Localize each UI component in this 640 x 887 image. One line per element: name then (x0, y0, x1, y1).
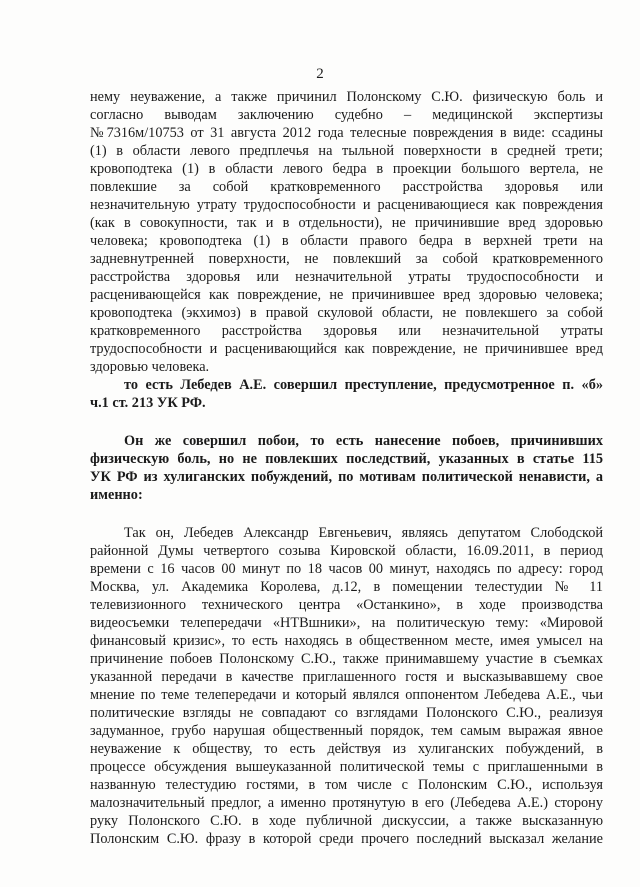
text-line: задуманное, грубо нарушая общественный порядок, тем самым выражая явное (90, 723, 603, 739)
text-line: нему неуважение, а также причинил Полонскому С.Ю. физическую боль и (90, 89, 603, 105)
text-line: указанной передачи в качестве приглашенного гостя и высказывавшему свое (90, 669, 603, 685)
document-body (90, 88, 603, 848)
spacer (90, 504, 603, 524)
paragraph-incident (90, 524, 603, 848)
text-line: процессе обсуждения вышеуказанной политической темы с приглашенными в (90, 759, 603, 775)
paragraph-conclusion (90, 376, 603, 412)
text-line: (как в совокупности, так и в отдельности), не причинившие вред здоровью (90, 215, 603, 231)
text-line: причинение побоев Полонскому С.Ю., также принимавшему участие в съемках (90, 651, 603, 667)
text-line: времени с 16 часов 00 минут по 18 часов 00 минут, находясь по адресу: город (90, 561, 603, 577)
text-line: названную телестудию гостями, в том числе с Полонским С.Ю., используя (90, 777, 603, 793)
text-line: кровоподтека (1) в области левого бедра в проекции большого вертела, не (90, 161, 603, 177)
text-line: то есть Лебедев А.Е. совершил преступление, предусмотренное п. «б» (124, 377, 603, 393)
section-heading (90, 432, 603, 504)
text-line: физическую боль, но не повлекших последствий, указанных в статье 115 (90, 451, 603, 467)
text-line: Так он, Лебедев Александр Евгеньевич, являясь депутатом Слободской (124, 525, 603, 541)
text-line: политические взгляды не совпадают со взглядами Полонского С.Ю., реализуя (90, 705, 603, 721)
text-line: повлекшие за собой кратковременного расстройства здоровья или (90, 179, 603, 195)
text-line: телевизионного технического центра «Останкино», в ходе производства (90, 597, 603, 613)
text-line: финансовый кризис», то есть находясь в общественном месте, имея умысел на (90, 633, 603, 649)
text-line: №7316м/10753 от 31 августа 2012 года телесные повреждения в виде: ссадины (90, 125, 603, 141)
text-line: Он же совершил побои, то есть нанесение побоев, причинивших (124, 433, 603, 449)
text-line: согласно выводам заключению судебно – медицинской экспертизы (90, 107, 603, 123)
text-line: расценивающейся как повреждение, не причинившее вред здоровью человека; (90, 287, 603, 303)
text-line: задневнутренней поверхности, не повлекший за собой кратковременного (90, 251, 603, 267)
text-line: мнение по теме телепередачи и который являлся оппонентом Лебедева А.Е., чьи (90, 687, 603, 703)
page-number: 2 (316, 66, 324, 82)
text-line: расстройства здоровья или незначительной утраты трудоспособности и (90, 269, 603, 285)
text-line: кровоподтека (экхимоз) в правой скуловой области, не повлекшего за собой (90, 305, 603, 321)
text-line: человека; кровоподтека (1) в области правого бедра в верхней трети на (90, 233, 603, 249)
text-line: ч.1 ст. 213 УК РФ. (90, 395, 206, 411)
text-line: малозначительный предлог, а именно протянутую в его (Лебедева А.Е.) сторону (90, 795, 603, 811)
text-line: руку Полонского С.Ю. в ходе публичной дискуссии, а также высказанную (90, 813, 603, 829)
text-line: кратковременного расстройства здоровья или незначительной утраты (90, 323, 603, 339)
text-line: трудоспособности и расценивающийся как повреждение, не причинившее вред (90, 341, 603, 357)
text-line: здоровью человека. (90, 359, 210, 375)
text-line: Полонским С.Ю. фразу в которой среди прочего последний высказал желание (90, 831, 603, 847)
text-line: (1) в области левого предплечья на тыльной поверхности в средней трети; (90, 143, 603, 159)
paragraph-injuries (90, 88, 603, 376)
text-line: УК РФ из хулиганских побуждений, по мотивам политической ненависти, а (90, 469, 603, 485)
text-line: незначительную утрату трудоспособности и расценивающиеся как повреждения (90, 197, 603, 213)
text-line: неуважение к обществу, то есть действуя из хулиганских побуждений, в (90, 741, 603, 757)
spacer (90, 412, 603, 432)
text-line: видеосъемки телепередачи «НТВшники», на политическую тему: «Мировой (90, 615, 603, 631)
text-line: районной Думы четвертого созыва Кировской области, 16.09.2011, в период (90, 543, 603, 559)
text-line: именно: (90, 487, 143, 503)
text-line: Москва, ул. Академика Королева, д.12, в помещении телестудии № 11 (90, 579, 603, 595)
